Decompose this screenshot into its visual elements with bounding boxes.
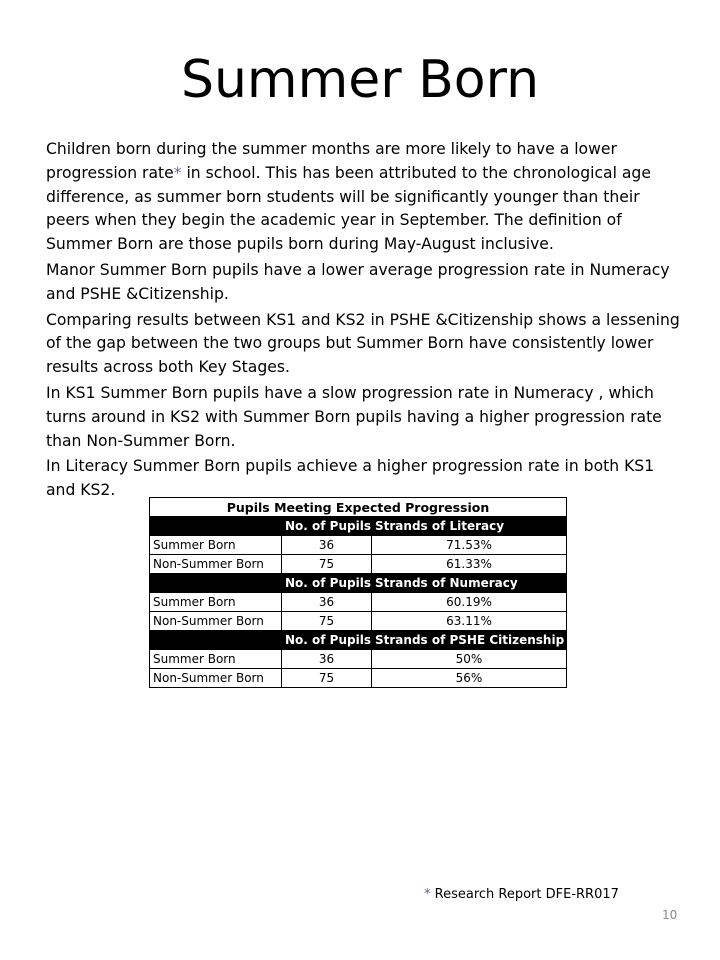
header-strand: Strands of PSHE Citizenship: [372, 631, 567, 650]
row-value: 61.33%: [372, 555, 567, 574]
header-pupils: No. of Pupils: [282, 517, 372, 536]
row-value: 50%: [372, 650, 567, 669]
row-value: 60.19%: [372, 593, 567, 612]
row-label: Summer Born: [150, 650, 282, 669]
body-text: [46, 138, 686, 505]
table-row: [150, 669, 567, 688]
paragraph-manor-results: Manor Summer Born pupils have a lower average progression rate in Numeracy and PSHE &Citizenship.: [46, 260, 670, 303]
header-blank-cell: [150, 517, 282, 536]
row-label: Summer Born: [150, 593, 282, 612]
header-strand: Strands of Numeracy: [372, 574, 567, 593]
table-row: [150, 536, 567, 555]
row-value: 56%: [372, 669, 567, 688]
progression-table: [149, 497, 567, 688]
header-blank-cell: [150, 631, 282, 650]
paragraph-text: Children born during the summer months are more likely to have a lower progression rate: [46, 140, 617, 182]
footnote: [424, 887, 619, 902]
footnote-marker: *: [424, 887, 431, 902]
table-title: Pupils Meeting Expected Progression: [150, 498, 567, 517]
table-row: [150, 650, 567, 669]
header-blank-cell: [150, 574, 282, 593]
table-header-row: [150, 574, 567, 593]
row-pupils: 36: [282, 536, 372, 555]
paragraph-summer-born-definition: [46, 138, 686, 257]
footnote-text: Research Report DFE-RR017: [430, 887, 619, 902]
header-pupils: No. of Pupils: [282, 574, 372, 593]
paragraph-numeracy-ks: In KS1 Summer Born pupils have a slow progression rate in Numeracy , which turns around in KS2 with Summer Born pupils having a higher progression rate than Non-Summer Born.: [46, 383, 662, 450]
table-header-row: [150, 631, 567, 650]
row-pupils: 75: [282, 555, 372, 574]
table-row: [150, 612, 567, 631]
table-row: [150, 555, 567, 574]
row-label: Non-Summer Born: [150, 612, 282, 631]
row-pupils: 75: [282, 612, 372, 631]
row-value: 71.53%: [372, 536, 567, 555]
row-pupils: 36: [282, 650, 372, 669]
table-title-row: [150, 498, 567, 517]
paragraph-literacy: In Literacy Summer Born pupils achieve a higher progression rate in both KS1 and KS2.: [46, 457, 655, 500]
header-pupils: No. of Pupils: [282, 631, 372, 650]
row-pupils: 75: [282, 669, 372, 688]
footnote-marker: *: [173, 163, 182, 182]
row-label: Non-Summer Born: [150, 669, 282, 688]
row-pupils: 36: [282, 593, 372, 612]
page-number: 10: [662, 908, 678, 922]
paragraph-text: in school. This has been attributed to the chronological age difference, as summer born students will be significantly younger than their peers when they begin the academic year in September. The definition of Summer Born are those pupils born during May-August inclusive.: [46, 163, 651, 254]
page-title: Summer Born: [180, 50, 540, 110]
header-strand: Strands of Literacy: [372, 517, 567, 536]
table-header-row: [150, 517, 567, 536]
paragraph-pshe-comparison: Comparing results between KS1 and KS2 in PSHE &Citizenship shows a lessening of the gap between the two groups but Summer Born have consistently lower results across both Key Stages.: [46, 310, 680, 377]
row-value: 63.11%: [372, 612, 567, 631]
row-label: Summer Born: [150, 536, 282, 555]
table-row: [150, 593, 567, 612]
row-label: Non-Summer Born: [150, 555, 282, 574]
